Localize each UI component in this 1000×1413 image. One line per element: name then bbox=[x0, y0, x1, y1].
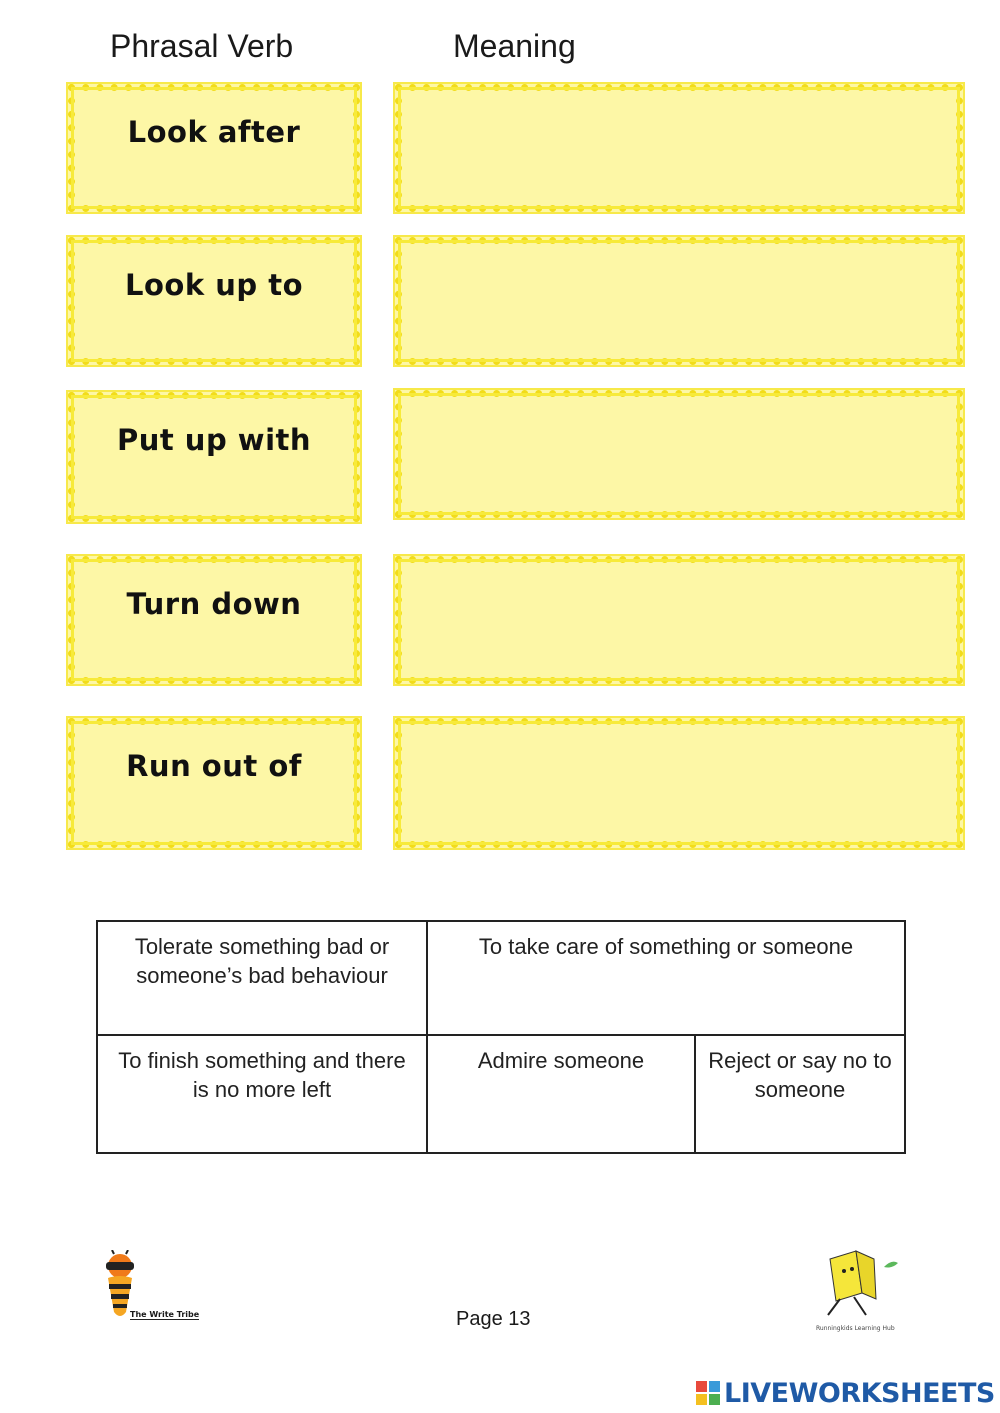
meaning-drop-zone-5[interactable] bbox=[395, 718, 963, 848]
phrasal-verb-header: Phrasal Verb bbox=[110, 28, 294, 64]
option-reject[interactable]: Reject or say no to someone bbox=[695, 1035, 905, 1153]
learning-hub-caption: Runningkids Learning Hub bbox=[816, 1325, 895, 1332]
page-number: Page 13 bbox=[456, 1308, 531, 1330]
verb-box-put-up-with bbox=[68, 392, 360, 522]
write-tribe-caption: The Write Tribe bbox=[130, 1310, 200, 1319]
option-take-care[interactable]: To take care of something or someone bbox=[427, 921, 905, 1035]
verb-label: Look after bbox=[127, 115, 301, 149]
option-admire[interactable]: Admire someone bbox=[427, 1035, 695, 1153]
verb-label: Put up with bbox=[116, 423, 312, 457]
meaning-options-table bbox=[96, 920, 906, 1154]
meaning-drop-zone-2[interactable] bbox=[395, 237, 963, 365]
verb-box-turn-down bbox=[68, 556, 360, 684]
write-tribe-logo bbox=[100, 1250, 210, 1330]
learning-hub-logo bbox=[810, 1245, 910, 1345]
liveworksheets-watermark bbox=[696, 1376, 996, 1410]
meaning-drop-zone-4[interactable] bbox=[395, 556, 963, 684]
verb-box-look-up-to bbox=[68, 237, 360, 365]
verb-box-look-after bbox=[68, 84, 360, 212]
option-tolerate[interactable]: Tolerate something bad or someone’s bad behaviour bbox=[97, 921, 427, 1035]
verb-label: Turn down bbox=[126, 587, 302, 621]
liveworksheets-logo-icon bbox=[696, 1381, 720, 1405]
meaning-header: Meaning bbox=[453, 28, 576, 64]
verb-label: Look up to bbox=[125, 268, 303, 302]
running-book-icon bbox=[810, 1245, 906, 1323]
verb-box-run-out-of bbox=[68, 718, 360, 848]
meaning-drop-zone-3[interactable] bbox=[395, 390, 963, 518]
liveworksheets-text: LIVEWORKSHEETS bbox=[724, 1377, 995, 1409]
verb-label: Run out of bbox=[126, 749, 302, 783]
option-finish[interactable]: To finish something and there is no more left bbox=[97, 1035, 427, 1153]
meaning-drop-zone-1[interactable] bbox=[395, 84, 963, 212]
